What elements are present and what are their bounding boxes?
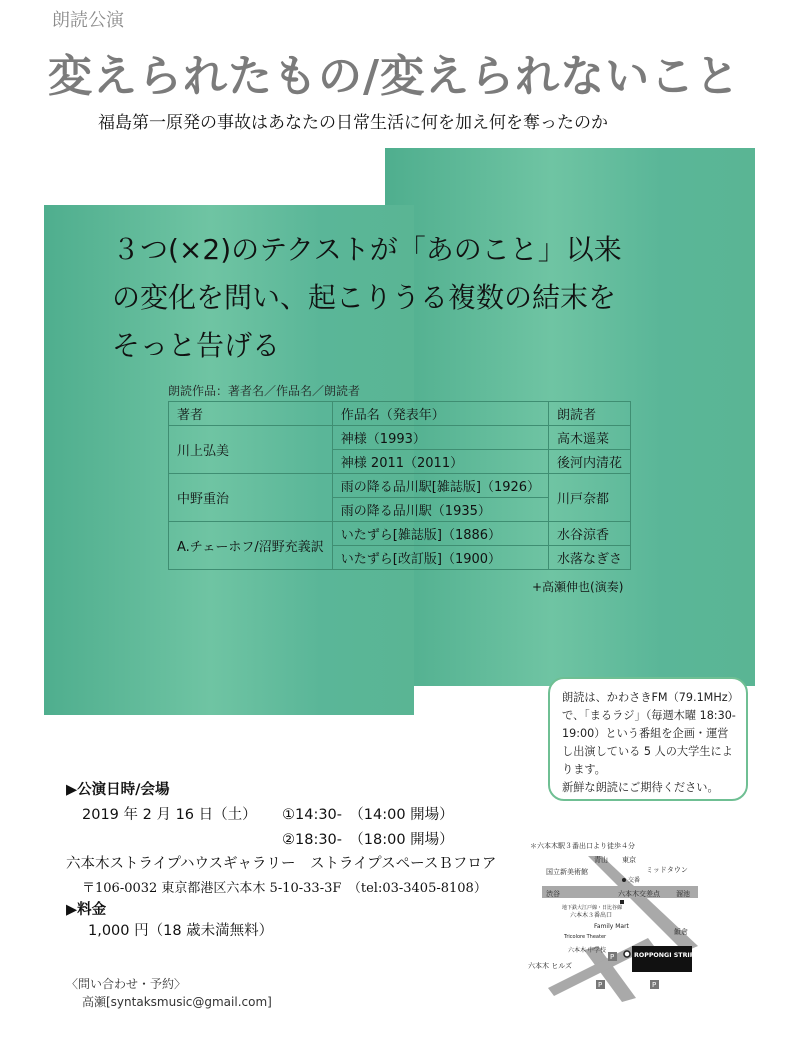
schedule-show-2: ②18:30- （18:00 開場） (282, 832, 454, 848)
performer-note: +高瀬伸也(演奏) (532, 580, 624, 594)
event-kicker: 朗読公演 (52, 10, 124, 31)
reader-cell: 高木遥菜 (549, 426, 631, 450)
venue-address: 〒106-0032 東京都港区六本木 5-10-33-3F （tel:03-3405-8108） (82, 881, 487, 896)
radio-note-tagline: 新鮮な朗読にご期待ください。 (562, 781, 719, 794)
table-row (169, 426, 631, 450)
work-cell: いたずら[雑誌版]（1886） (332, 522, 548, 546)
stripe-space-badge (632, 946, 692, 972)
reader-cell: 後河内清花 (549, 450, 631, 474)
radio-note-box (548, 677, 748, 801)
contact-value: 高瀬[syntaksmusic@gmail.com] (82, 995, 272, 1009)
map-label-midtown: ミッドタウン (646, 866, 688, 874)
header-work: 作品名（発表年） (332, 402, 548, 426)
map-caption: ＊六本木駅３番出口より徒歩４分 (530, 842, 635, 850)
table-row (169, 474, 631, 498)
event-subtitle: 福島第一原発の事故はあなたの日常生活に何を加え何を奪ったのか (98, 113, 608, 133)
radio-note-body: 朗読は、かわさきFM（79.1MHz）で、「まるラジ」（毎週木曜 18:30-19:00）という番組を企画・運営し出演している 5 人の大学生によります。 (562, 691, 736, 776)
lead-line-3: そっと告げる (112, 329, 281, 362)
map-label-familymart: Family Mart (594, 923, 629, 930)
lead-line-1: ３つ(×2)のテクストが「あのこと」以来 (112, 233, 622, 266)
map-label-koban: 交番 (628, 877, 641, 884)
parking-label: P (652, 981, 657, 989)
work-cell: 神様（1993） (332, 426, 548, 450)
map-label-tokyo: 東京 (622, 856, 636, 864)
work-cell: 雨の降る品川駅[雑誌版]（1926） (332, 474, 548, 498)
table-header-row (169, 402, 631, 426)
work-cell: 雨の降る品川駅（1935） (332, 498, 548, 522)
event-title: 変えられたもの/変えられないこと (48, 51, 741, 102)
work-cell: いたずら[改訂版]（1900） (332, 546, 548, 570)
header-reader: 朗読者 (549, 402, 631, 426)
map-label-stripe: ROPPONGI STRIPE'S SPACE (634, 952, 730, 959)
map-label-tricolore: Tricolore Theater (564, 934, 607, 940)
price-heading: ▶料金 (66, 902, 107, 918)
works-table (168, 401, 631, 570)
map-label-shibuya: 渋谷 (546, 890, 560, 898)
map-label-school: 六本木 中学校 (568, 947, 606, 954)
exit-marker (620, 900, 624, 904)
schedule-show-1: ①14:30- （14:00 開場） (282, 807, 454, 823)
lead-line-2: の変化を問い、起こりうる複数の結末を (112, 281, 617, 314)
reader-cell: 川戸奈都 (549, 474, 631, 522)
work-cell: 神様 2011（2011） (332, 450, 548, 474)
map-label-crossing: 六本木交差点 (618, 890, 660, 898)
table-row (169, 522, 631, 546)
map-label-aoyama: 青山 (594, 856, 608, 864)
map-label-exit-note: 地下鉄大江戸線・日比谷線 (562, 905, 623, 911)
schedule-heading: ▶公演日時/会場 (66, 782, 170, 798)
parking-label: P (598, 981, 603, 989)
map-label-nact: 国立新美術館 (546, 868, 588, 876)
map-label-hills: 六本木 ヒルズ (528, 962, 573, 970)
reader-cell: 水落なぎさ (549, 546, 631, 570)
parking-label: P (610, 953, 615, 961)
author-cell: A.チェーホフ/沼野充義訳 (169, 522, 333, 570)
author-cell: 川上弘美 (169, 426, 333, 474)
map-label-exit: 六本木３番出口 (570, 912, 613, 919)
header-author: 著者 (169, 402, 333, 426)
contact-heading: 〈問い合わせ・予約〉 (66, 977, 187, 991)
venue-name: 六本木ストライプハウスギャラリー ストライプスペースＢフロア (66, 856, 497, 872)
venue-marker (624, 951, 630, 957)
works-table-caption: 朗読作品：著者名／作品名／朗読者 (168, 384, 361, 398)
lead-text (112, 226, 672, 370)
author-cell: 中野重治 (169, 474, 333, 522)
price-value: 1,000 円（18 歳未満無料） (88, 923, 274, 939)
map-label-iikura: 飯倉 (674, 928, 688, 936)
koban-marker (622, 878, 626, 882)
access-map (528, 838, 730, 1010)
schedule-date: 2019 年 2 月 16 日（土） (82, 807, 257, 823)
map-label-tameike: 溜池 (676, 890, 690, 898)
reader-cell: 水谷涼香 (549, 522, 631, 546)
